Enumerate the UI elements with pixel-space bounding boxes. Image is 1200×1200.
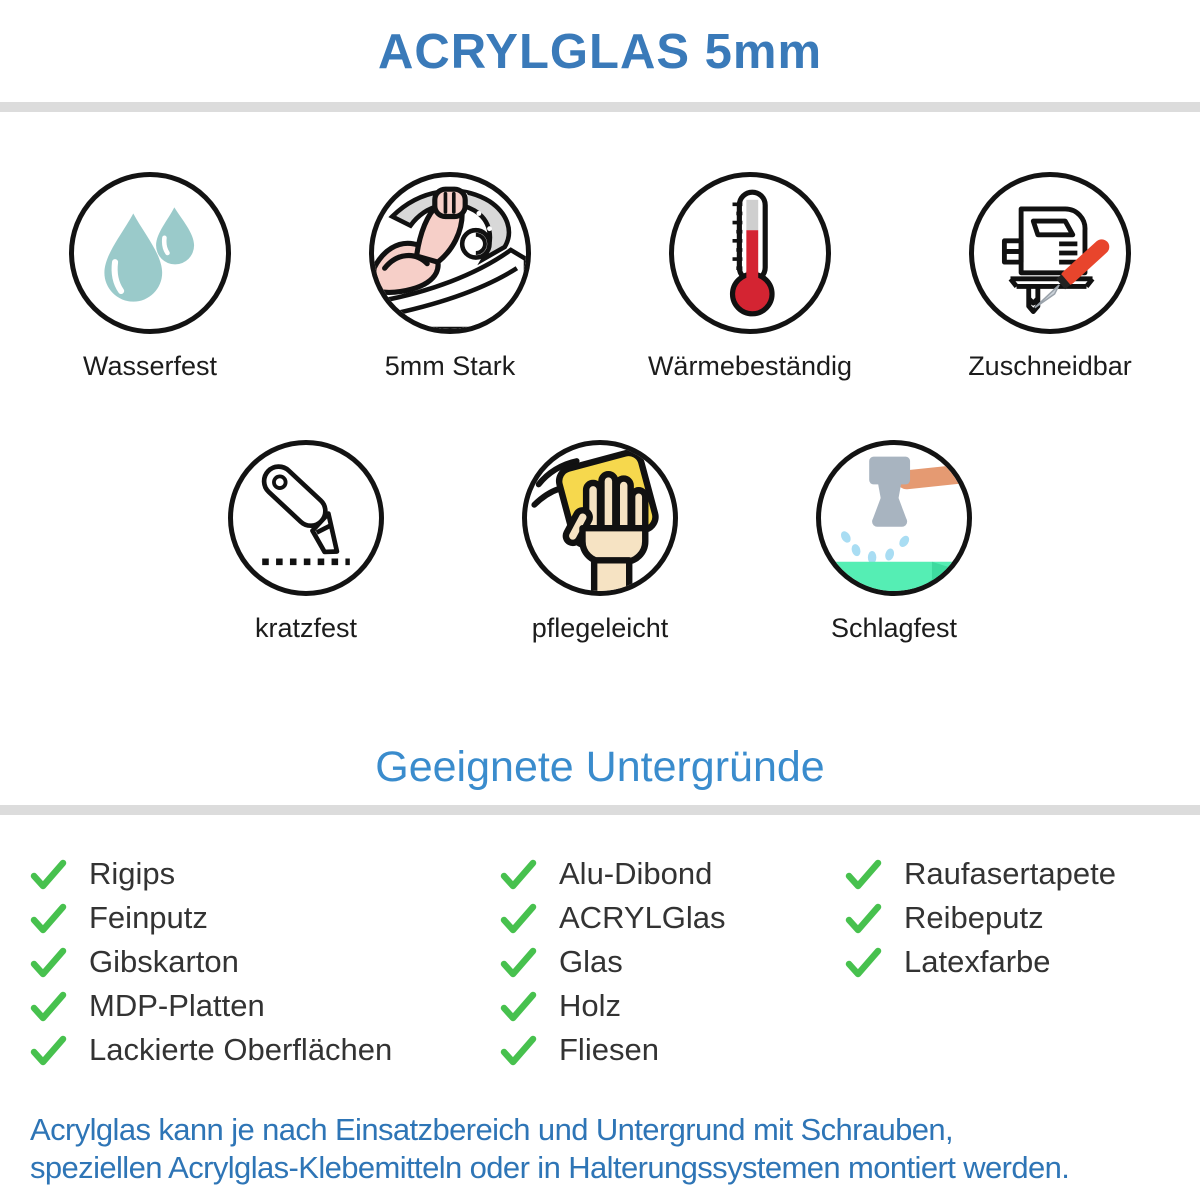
substrate-item bbox=[30, 857, 500, 891]
substrate-item bbox=[30, 1033, 500, 1067]
substrate-item bbox=[500, 857, 845, 891]
feature-kratzfest bbox=[228, 440, 384, 644]
feature-circle bbox=[69, 172, 231, 334]
substrate-item bbox=[30, 945, 500, 979]
feature-label: Schlagfest bbox=[830, 613, 958, 643]
check-icon bbox=[30, 947, 67, 978]
check-icon bbox=[845, 859, 882, 890]
substrate-label: Holz bbox=[559, 988, 622, 1023]
substrate-label: ACRYLGlas bbox=[559, 900, 726, 935]
section-title-untergruende: Geeignete Untergründe bbox=[375, 743, 825, 791]
feature-zuschneidbar bbox=[900, 172, 1200, 382]
check-icon bbox=[500, 947, 537, 978]
substrate-label: Rigips bbox=[89, 856, 176, 891]
substrate-label: Alu-Dibond bbox=[559, 856, 713, 891]
feature-pflegeleicht bbox=[522, 440, 678, 644]
feature-wasserfest bbox=[0, 172, 300, 382]
substrate-label: Fliesen bbox=[559, 1032, 659, 1067]
features-row-2 bbox=[0, 440, 1200, 644]
substrate-item bbox=[30, 989, 500, 1023]
substrate-label: Lackierte Oberflächen bbox=[89, 1032, 393, 1067]
mounting-note-line1: Acrylglas kann je nach Einsatzbereich und Untergrund mit Schrauben, bbox=[30, 1112, 954, 1147]
page-title: ACRYLGLAS 5mm bbox=[377, 25, 823, 79]
feature-circle bbox=[369, 172, 531, 334]
utility-knife-icon bbox=[233, 445, 379, 591]
mounting-note bbox=[0, 1111, 1200, 1187]
substrate-label: Latexfarbe bbox=[904, 944, 1051, 979]
substrate-item bbox=[500, 901, 845, 935]
feature-label: kratzfest bbox=[254, 613, 358, 643]
check-icon bbox=[30, 903, 67, 934]
substrate-item bbox=[500, 945, 845, 979]
mounting-note-line2: speziellen Acrylglas-Klebemitteln oder in Halterungssystemen montiert werden. bbox=[30, 1150, 1070, 1185]
water-drops-icon bbox=[74, 177, 226, 329]
check-icon bbox=[500, 859, 537, 890]
feature-circle bbox=[522, 440, 678, 596]
substrate-label: Raufasertapete bbox=[904, 856, 1116, 891]
substrate-label: Gibskarton bbox=[89, 944, 239, 979]
strong-arm-icon bbox=[374, 177, 526, 329]
check-icon bbox=[30, 859, 67, 890]
check-icon bbox=[845, 903, 882, 934]
substrates-list bbox=[0, 815, 1200, 1067]
substrate-item bbox=[845, 857, 1116, 891]
hammer-icon bbox=[821, 445, 967, 591]
check-icon bbox=[500, 991, 537, 1022]
substrate-label: Feinputz bbox=[89, 900, 208, 935]
substrates-column-2 bbox=[500, 857, 845, 1067]
feature-label: Zuschneidbar bbox=[968, 351, 1132, 381]
feature-circle bbox=[669, 172, 831, 334]
divider-middle bbox=[0, 805, 1200, 815]
check-icon bbox=[30, 1035, 67, 1066]
feature-label: Wärmebeständig bbox=[647, 351, 853, 381]
feature-circle bbox=[969, 172, 1131, 334]
cleaning-hand-icon bbox=[527, 445, 673, 591]
substrate-item bbox=[30, 901, 500, 935]
substrates-column-3 bbox=[845, 857, 1116, 1067]
substrates-column-1 bbox=[30, 857, 500, 1067]
feature-circle bbox=[816, 440, 972, 596]
feature-waermebestaendig bbox=[600, 172, 900, 382]
feature-label: pflegeleicht bbox=[531, 613, 669, 643]
check-icon bbox=[30, 991, 67, 1022]
substrate-item bbox=[845, 901, 1116, 935]
feature-label: 5mm Stark bbox=[384, 351, 516, 381]
check-icon bbox=[500, 1035, 537, 1066]
substrate-item bbox=[500, 989, 845, 1023]
substrate-item bbox=[845, 945, 1116, 979]
jigsaw-icon bbox=[974, 177, 1126, 329]
check-icon bbox=[845, 947, 882, 978]
feature-schlagfest bbox=[816, 440, 972, 644]
check-icon bbox=[500, 903, 537, 934]
substrate-item bbox=[500, 1033, 845, 1067]
thermometer-icon bbox=[674, 177, 826, 329]
substrate-label: MDP-Platten bbox=[89, 988, 265, 1023]
feature-label: Wasserfest bbox=[82, 351, 218, 381]
divider-top bbox=[0, 102, 1200, 112]
substrate-label: Reibeputz bbox=[904, 900, 1044, 935]
substrate-label: Glas bbox=[559, 944, 623, 979]
features-row-1 bbox=[0, 172, 1200, 382]
feature-circle bbox=[228, 440, 384, 596]
feature-5mm-stark bbox=[300, 172, 600, 382]
